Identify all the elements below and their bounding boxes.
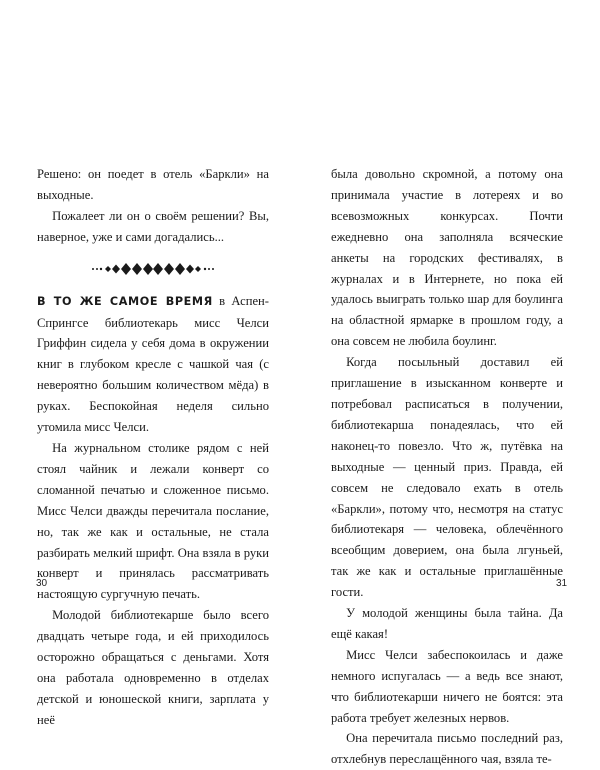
paragraph: На журнальном столике рядом с ней стоял чайник и лежали конверт со сломанной печатью и сложенное письмо. Мисс Челси дважды перечитала послание, но, так же как и остальные, не стала разбирать мелкий шрифт. Она взяла в руки конверт и принялась рассматривать настоящую сургучную печать. [37, 440, 269, 602]
paragraph: Мисс Челси забеспокоилась и даже немного испугалась — а ведь все знают, что библиотекарши ничего не боятся: эта работа требует железных нервов. [331, 647, 563, 725]
paragraph: Молодой библиотекарше было всего двадцать четыре года, и ей приходилось осторожно обращаться с деньгами. Хотя она работала одновременно в отделах детской и юношеской книги, зарплата у неё [37, 608, 269, 727]
right-page-text [331, 164, 563, 770]
section-divider-ornament [37, 262, 269, 276]
paragraph: была довольно скромной, а потому она принимала участие в лотереях и во всевозможных конкурсах. Почти ежедневно она заполняла всяческие анкеты на городских фестивалях, в журналах и в Интернете, но пока ей удалось выиграть только шар для боулинга на областной ярмарке в прошлом году, а она совсем не любила боулинг. [331, 167, 563, 349]
paragraph: Когда посыльный доставил ей приглашение в изысканном конверте и потребовал расписаться в получении, библиотекарша понадеялась, что ей наконец-то повезло. Что ж, путёвка на выходные — ценный приз. Правда, ей совсем не следовало ехать в отель «Баркли», потому что, несмотря на статус библиотекаря — человека, облечённого всеобщим доверием, она была лгуньей, так же как и остальные приглашённые гости. [331, 355, 563, 600]
paragraph: Пожалеет ли он о своём решении? Вы, наверное, уже и сами догадались... [37, 208, 269, 244]
page-number-right: 31 [556, 578, 568, 589]
paragraph: Она перечитала письмо последний раз, отхлебнув переслащённого чая, взяла те- [331, 731, 563, 767]
page-number-left: 30 [36, 578, 48, 589]
section-opening-text: в Аспен-Спрингсе библиотекарь мисс Челси Гриффин сидела у себя дома в окружении книг в глубоком кресле с чашкой чая (с невероятно большим количеством мёда) в руках. Беспокойная неделя сильно утомила мисс Челси. [37, 293, 269, 435]
paragraph: Решено: он поедет в отель «Баркли» на выходные. [37, 167, 269, 202]
left-page-text [37, 164, 269, 731]
section-opening-paragraph [37, 291, 269, 438]
paragraph: У молодой женщины была тайна. Да ещё какая! [331, 606, 563, 641]
section-lead-heading: В ТО ЖЕ САМОЕ ВРЕМЯ [37, 294, 213, 308]
